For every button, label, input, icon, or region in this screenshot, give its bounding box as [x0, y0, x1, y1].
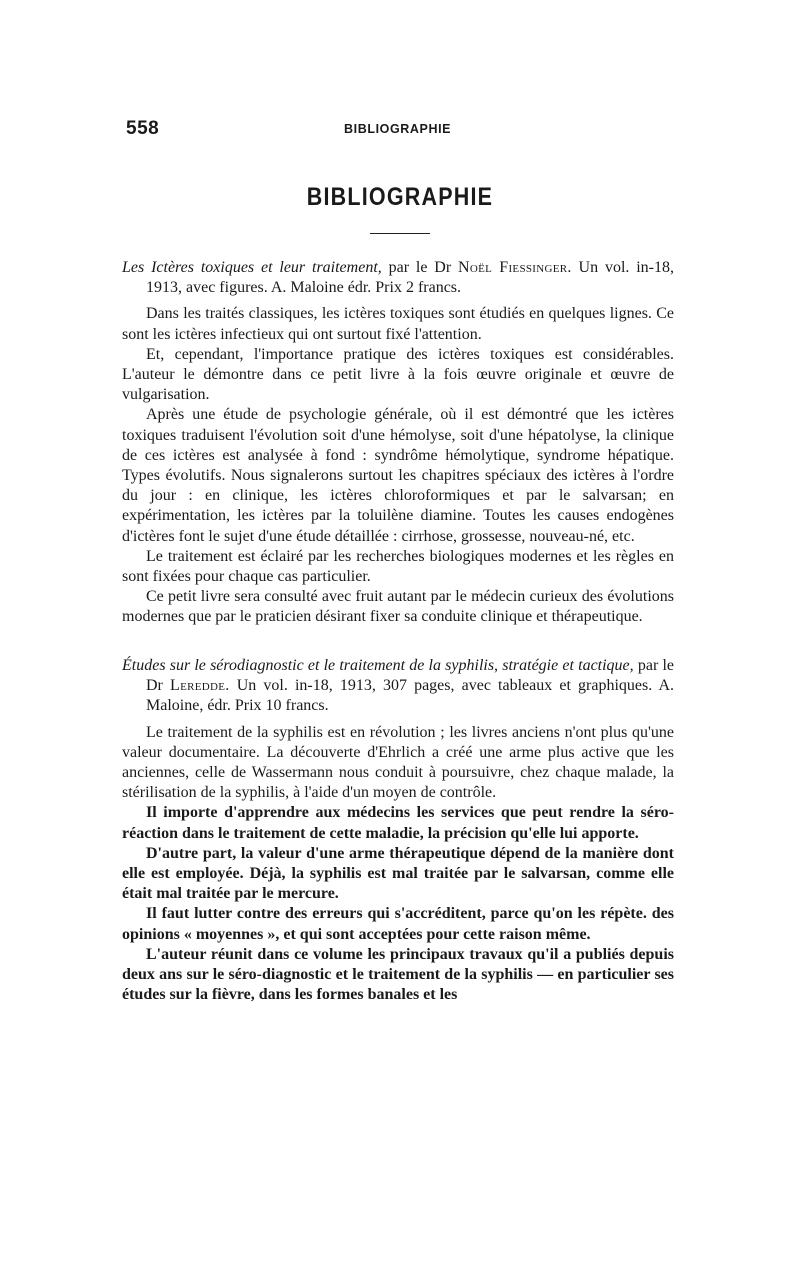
running-title: BIBLIOGRAPHIE: [344, 122, 452, 136]
review-paragraph: Il faut lutter contre des erreurs qui s'accréditent, parce qu'on les répète. des opinions « moyennes », et qui sont acceptées pour cette raison même.: [122, 905, 674, 943]
publication-info: Un vol. in-18, 1913, avec figures. A. Maloine édr. Prix 2 francs.: [146, 259, 674, 297]
running-header: [126, 118, 674, 142]
review-entry: [122, 258, 674, 628]
title-rule: [370, 233, 430, 234]
review-heading: [122, 656, 674, 717]
page-number: 558: [126, 118, 160, 139]
book-title: Les Ictères toxiques et leur traitement,: [122, 259, 382, 276]
review-paragraph: Et, cependant, l'importance pratique des ictères toxiques est considérables. L'auteur le démontre dans ce petit livre à la fois œuvre originale et œuvre de vulgarisation.: [122, 345, 674, 404]
review-paragraph: Ce petit livre sera consulté avec fruit autant par le médecin curieux des évolutions modernes que par le praticien désirant fixer sa conduite clinique et thérapeutique.: [122, 588, 674, 626]
review-heading: [122, 258, 674, 298]
review-entry: [122, 656, 674, 1005]
review-paragraph: Après une étude de psychologie générale, où il est démontré que les ictères toxiques traduisent l'évolution soit d'une hémolyse, soit d'une hépatolyse, la clinique de ces ictères est analysée à fond : syndrôme hémolytique, syndrome hépatique. Types évolutifs. Nous signalerons surtout les chapitres spéciaux des ictères à l'ordre du jour : en clinique, les ictères chloroformiques et par le salvarsan; en expérimentation, les ictères par la toluilène diamine. Toutes les causes endogènes d'ictères font le sujet d'une étude détaillée : cirrhose, grossesse, nouveau-né, etc.: [122, 406, 674, 545]
review-paragraph: Le traitement de la syphilis est en révolution ; les livres anciens n'ont plus qu'une valeur documentaire. La découverte d'Ehrlich a créé une arme plus active que les anciennes, celle de Wassermann nous conduit à poursuivre, chez chaque malade, la stérilisation de la syphilis, à l'aide d'un moyen de contrôle.: [122, 723, 674, 802]
publication-info: Un vol. in-18, 1913, 307 pages, avec tableaux et graphiques. A. Maloine, édr. Prix 10 francs.: [146, 677, 675, 715]
author-name: Noël Fiessinger.: [458, 259, 572, 276]
review-paragraph: D'autre part, la valeur d'une arme thérapeutique dépend de la manière dont elle est employée. Déjà, la syphilis est mal traitée par le salvarsan, comme elle était mal traitée par le mercure.: [122, 844, 674, 903]
section-title: BIBLIOGRAPHIE: [306, 183, 494, 211]
book-title: Études sur le sérodiagnostic et le traitement de la syphilis, stratégie et tactique,: [122, 657, 634, 674]
author-name: Leredde.: [170, 677, 230, 695]
review-paragraph: Il importe d'apprendre aux médecins les services que peut rendre la séro-réaction dans le traitement de cette maladie, la précision qu'elle lui apporte.: [122, 804, 674, 842]
review-paragraph: Dans les traités classiques, les ictères toxiques sont étudiés en quelques lignes. Ce sont les ictères infectieux qui ont surtout fixé l'attention.: [122, 305, 674, 343]
review-paragraph: Le traitement est éclairé par les recherches biologiques modernes et les règles en sont fixées pour chaque cas particulier.: [122, 547, 674, 586]
review-paragraph: L'auteur réunit dans ce volume les principaux travaux qu'il a publiés depuis deux ans sur le séro-diagnostic et le traitement de la syphilis — en particulier ses études sur la fièvre, dans les formes banales et les: [122, 945, 674, 1004]
author-prefix: par le Dr: [388, 259, 452, 276]
author-prefix: par le Dr: [146, 657, 675, 695]
